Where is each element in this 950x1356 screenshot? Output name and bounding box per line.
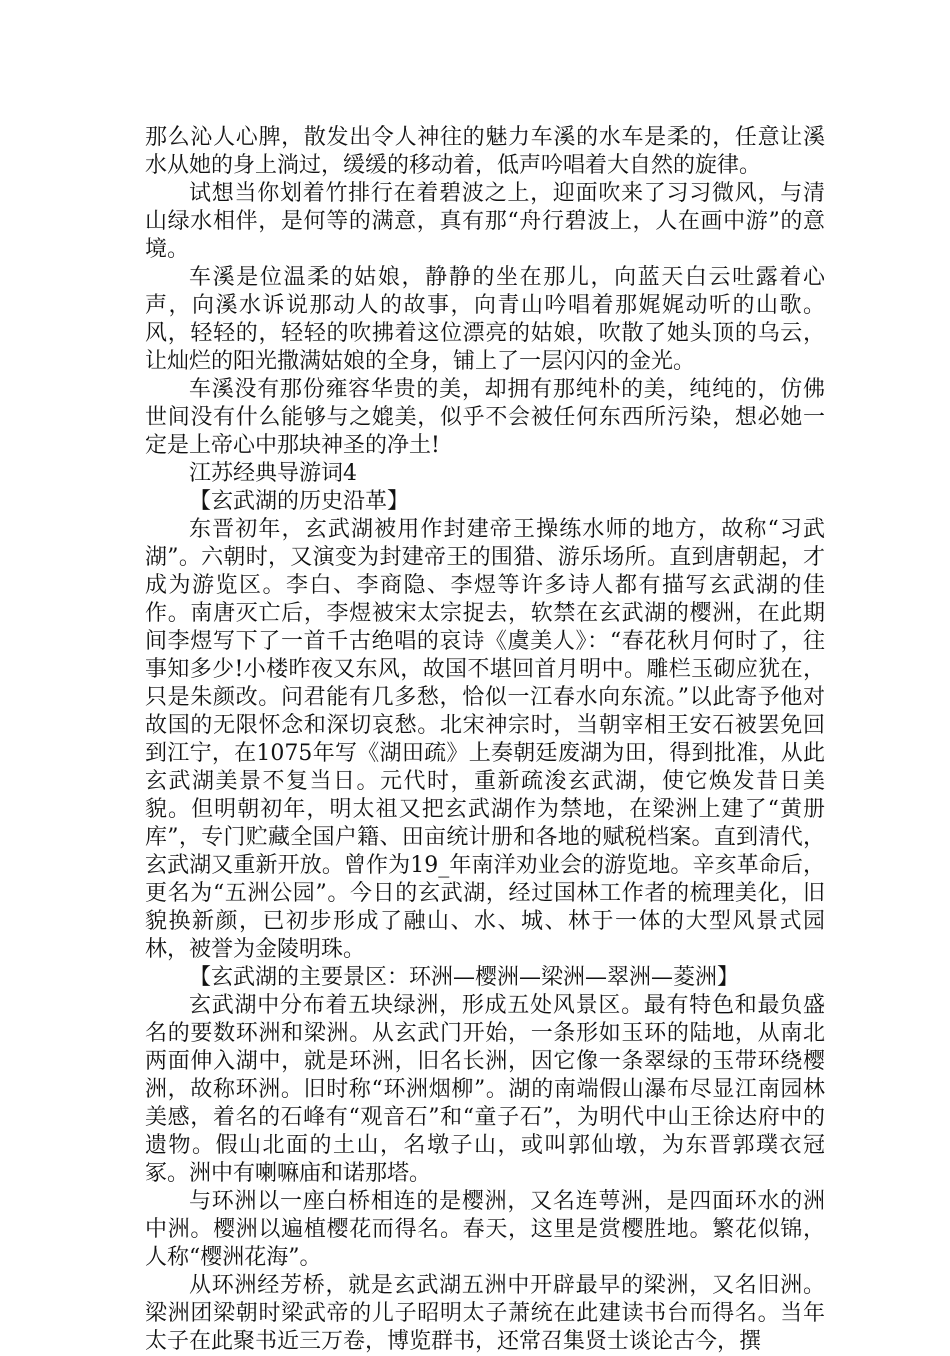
- paragraph-liangzhou: 从环洲经芳桥，就是玄武湖五洲中开辟最早的梁洲，又名旧洲。梁洲团梁朝时梁武帝的儿子昭明太子萧统在此建读书台而得名。当年太子在此聚书近三万卷，博览群书，还常召集贤士谈论古今，撰: [145, 1273, 825, 1354]
- paragraph-2: 试想当你划着竹排行在着碧波之上，迎面吹来了习习微风，与清山绿水相伴，是何等的满意，真有那“舟行碧波上，人在画中游”的意境。: [145, 181, 825, 262]
- paragraph-3: 车溪是位温柔的姑娘，静静的坐在那儿，向蓝天白云吐露着心声，向溪水诉说那动人的故事，向青山吟唱着那娓娓动听的山歌。风，轻轻的，轻轻的吹拂着这位漂亮的姑娘，吹散了她头顶的乌云，让灿烂的阳光撒满姑娘的全身，铺上了一层闪闪的金光。: [145, 265, 825, 374]
- document-page: [145, 124, 825, 1356]
- paragraph-huanzhou: 玄武湖中分布着五块绿洲，形成五处风景区。最有特色和最负盛名的要数环洲和梁洲。从玄武门开始，一条形如玉环的陆地，从南北两面伸入湖中，就是环洲，旧名长洲，因它像一条翠绿的玉带环绕樱洲，故称环洲。旧时称“环洲烟柳”。湖的南端假山瀑布尽显江南园林美感，着名的石峰有“观音石”和“童子石”，为明代中山王徐达府中的遗物。假山北面的土山，名墩子山，或叫郭仙墩，为东晋郭璞衣冠冢。洲中有喇嘛庙和诺那塔。: [145, 993, 825, 1186]
- section-title: 江苏经典导游词4: [189, 461, 357, 486]
- paragraph-history: 东晋初年，玄武湖被用作封建帝王操练水师的地方，故称“习武湖”。六朝时，又演变为封建帝王的围猎、游乐场所。直到唐朝起，才成为游览区。李白、李商隐、李煜等许多诗人都有描写玄武湖的佳作。南唐灭亡后，李煜被宋太宗捉去，软禁在玄武湖的樱洲，在此期间李煜写下了一首千古绝唱的哀诗《虞美人》：“春花秋月何时了，往事知多少!小楼昨夜又东风，故国不堪回首月明中。雕栏玉砌应犹在，只是朱颜改。问君能有几多愁，恰似一江春水向东流。”以此寄予他对故国的无限怀念和深切哀愁。北宋神宗时，当朝宰相王安石被罢免回到江宁，在1075年写《湖田疏》上奏朝廷废湖为田，得到批准，从此玄武湖美景不复当日。元代时，重新疏浚玄武湖，使它焕发昔日美貌。但明朝初年，明太祖又把玄武湖作为禁地，在梁洲上建了“黄册库”，专门贮藏全国户籍、田亩统计册和各地的赋税档案。直到清代，玄武湖又重新开放。曾作为19_年南洋劝业会的游览地。辛亥革命后，更名为“五洲公园”。今日的玄武湖，经过国林工作者的梳理美化，旧貌换新颜，已初步形成了融山、水、城、林于一体的大型风景式园林，被誉为金陵明珠。: [145, 517, 825, 962]
- paragraph-4: 车溪没有那份雍容华贵的美，却拥有那纯朴的美，纯纯的，仿佛世间没有什么能够与之媲美，似乎不会被任何东西所污染，想必她一定是上帝心中那块神圣的净土!: [145, 377, 825, 458]
- paragraph-1: 那么沁人心脾，散发出令人神往的魅力车溪的水车是柔的，任意让溪水从她的身上淌过，缓缓的移动着，低声吟唱着大自然的旋律。: [145, 125, 825, 178]
- subheading-history: 【玄武湖的历史沿革】: [189, 489, 410, 514]
- subheading-scenic-areas: 【玄武湖的主要景区：环洲—樱洲—梁洲—翠洲—菱洲】: [189, 965, 740, 990]
- paragraph-yingzhou: 与环洲以一座白桥相连的是樱洲，又名连萼洲，是四面环水的洲中洲。樱洲以遍植樱花而得名。春天，这里是赏樱胜地。繁花似锦，人称“樱洲花海”。: [145, 1189, 825, 1270]
